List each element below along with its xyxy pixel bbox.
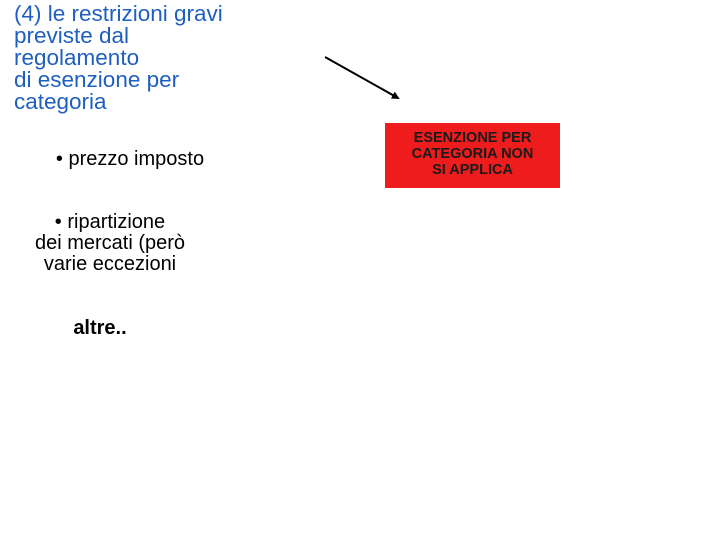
- bullet-others: [50, 318, 150, 339]
- bullet-price-fixing: [30, 149, 230, 170]
- callout-line: CATEGORIA NON: [411, 145, 534, 162]
- slide-title-line: previste dal: [14, 23, 130, 48]
- slide-title-line: categoria: [14, 89, 107, 114]
- exemption-not-applicable-callout: [385, 123, 560, 188]
- slide-title-line: (4) le restrizioni gravi: [14, 1, 223, 26]
- bullet-text: dei mercati (però: [34, 232, 186, 254]
- slide-title: [14, 3, 294, 113]
- bullet-text: altre..: [73, 317, 127, 339]
- bullet-market-sharing: [10, 212, 210, 275]
- arrow-line: [325, 57, 398, 98]
- callout-line: SI APPLICA: [432, 161, 513, 178]
- bullet-text: varie eccezioni: [43, 253, 177, 275]
- bullet-text: • ripartizione: [54, 211, 166, 233]
- callout-line: ESENZIONE PER: [413, 129, 532, 146]
- bullet-text: • prezzo imposto: [55, 148, 205, 170]
- slide-title-line: di esenzione per: [14, 67, 180, 92]
- slide-title-line: regolamento: [14, 45, 140, 70]
